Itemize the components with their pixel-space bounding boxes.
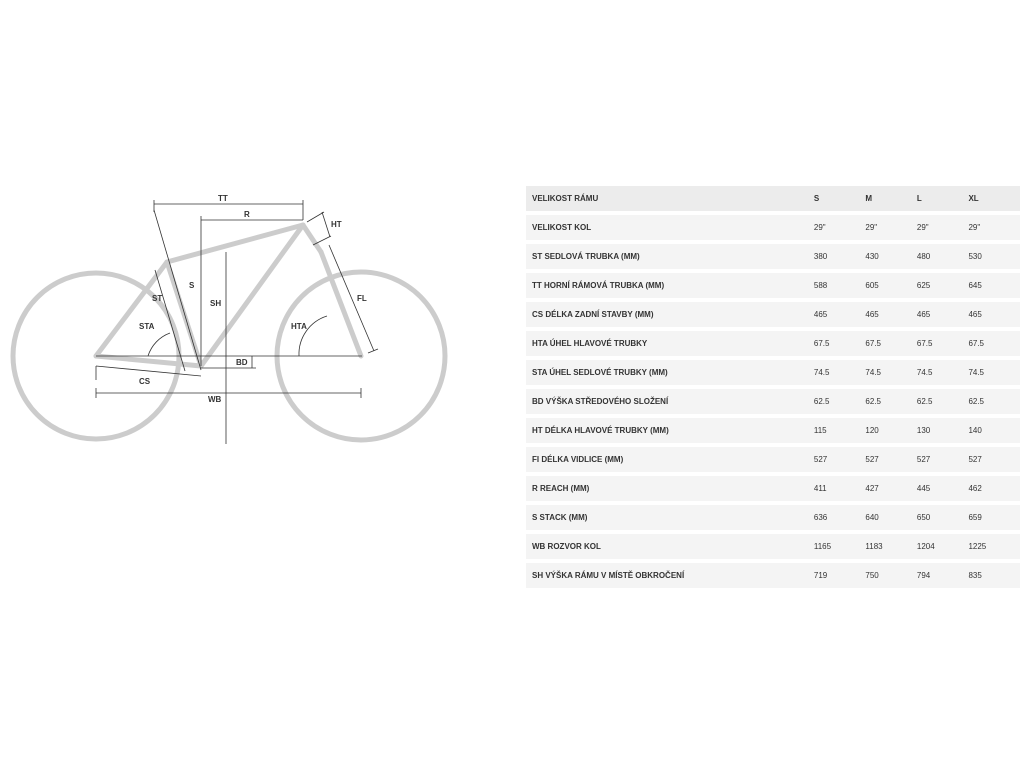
table-cell: 380: [814, 244, 866, 269]
table-cell: 29": [814, 215, 866, 240]
geometry-table: [526, 182, 1020, 592]
header-cell: VELIKOST RÁMU: [526, 186, 814, 211]
table-row: [526, 418, 1020, 443]
row-label: R REACH (MM): [526, 476, 814, 501]
table-cell: 62.5: [968, 389, 1020, 414]
table-cell: 530: [968, 244, 1020, 269]
table-cell: 794: [917, 563, 969, 588]
table-cell: 719: [814, 563, 866, 588]
label-tt: TT: [218, 194, 228, 203]
table-row: [526, 273, 1020, 298]
row-label: ST SEDLOVÁ TRUBKA (MM): [526, 244, 814, 269]
table-cell: 605: [865, 273, 917, 298]
table-cell: 445: [917, 476, 969, 501]
table-cell: 480: [917, 244, 969, 269]
table-cell: 29": [917, 215, 969, 240]
table-row: [526, 505, 1020, 530]
table-cell: 74.5: [814, 360, 866, 385]
row-label: STA ÚHEL SEDLOVÉ TRUBKY (MM): [526, 360, 814, 385]
label-sh: SH: [210, 299, 222, 308]
table-cell: 462: [968, 476, 1020, 501]
table-cell: 67.5: [814, 331, 866, 356]
table-header-row: [526, 186, 1020, 211]
header-cell: S: [814, 186, 866, 211]
table-cell: 527: [814, 447, 866, 472]
table-row: [526, 215, 1020, 240]
table-row: [526, 302, 1020, 327]
table-cell: 140: [968, 418, 1020, 443]
table-row: [526, 331, 1020, 356]
table-cell: 750: [865, 563, 917, 588]
table-cell: 659: [968, 505, 1020, 530]
row-label: TT HORNÍ RÁMOVÁ TRUBKA (MM): [526, 273, 814, 298]
row-label: CS DÉLKA ZADNÍ STAVBY (MM): [526, 302, 814, 327]
table-row: [526, 389, 1020, 414]
table-cell: 835: [968, 563, 1020, 588]
label-wb: WB: [208, 395, 222, 404]
table-cell: 527: [968, 447, 1020, 472]
table-cell: 625: [917, 273, 969, 298]
label-r: R: [244, 210, 250, 219]
row-label: S STACK (MM): [526, 505, 814, 530]
label-ht: HT: [331, 220, 342, 229]
row-label: SH VÝŠKA RÁMU V MÍSTĚ OBKROČENÍ: [526, 563, 814, 588]
table-cell: 465: [865, 302, 917, 327]
table-row: [526, 244, 1020, 269]
table-row: [526, 360, 1020, 385]
table-cell: 465: [968, 302, 1020, 327]
header-cell: XL: [968, 186, 1020, 211]
table-cell: 74.5: [917, 360, 969, 385]
table-cell: 74.5: [865, 360, 917, 385]
row-label: WB ROZVOR KOL: [526, 534, 814, 559]
table-cell: 1204: [917, 534, 969, 559]
table-cell: 650: [917, 505, 969, 530]
label-cs: CS: [139, 377, 151, 386]
table-row: [526, 563, 1020, 588]
header-cell: L: [917, 186, 969, 211]
table-cell: 645: [968, 273, 1020, 298]
table-cell: 74.5: [968, 360, 1020, 385]
table-cell: 67.5: [917, 331, 969, 356]
table-cell: 62.5: [917, 389, 969, 414]
row-label: FI DÉLKA VIDLICE (MM): [526, 447, 814, 472]
table-cell: 67.5: [968, 331, 1020, 356]
table-cell: 120: [865, 418, 917, 443]
table-cell: 67.5: [865, 331, 917, 356]
bike-frame: [96, 225, 361, 366]
label-s: S: [189, 281, 195, 290]
label-hta: HTA: [291, 322, 307, 331]
row-label: HTA ÚHEL HLAVOVÉ TRUBKY: [526, 331, 814, 356]
row-label: HT DÉLKA HLAVOVÉ TRUBKY (MM): [526, 418, 814, 443]
table-row: [526, 476, 1020, 501]
table-cell: 1183: [865, 534, 917, 559]
label-bd: BD: [236, 358, 248, 367]
row-label: VELIKOST KOL: [526, 215, 814, 240]
table-row: [526, 447, 1020, 472]
header-cell: M: [865, 186, 917, 211]
table-cell: 29": [865, 215, 917, 240]
table-cell: 411: [814, 476, 866, 501]
label-sta: STA: [139, 322, 155, 331]
table-cell: 465: [814, 302, 866, 327]
table-cell: 636: [814, 505, 866, 530]
table-cell: 1165: [814, 534, 866, 559]
table-cell: 527: [865, 447, 917, 472]
table-cell: 62.5: [865, 389, 917, 414]
label-fl: FL: [357, 294, 367, 303]
table-row: [526, 534, 1020, 559]
table-cell: 1225: [968, 534, 1020, 559]
table-cell: 430: [865, 244, 917, 269]
table-cell: 115: [814, 418, 866, 443]
table-cell: 427: [865, 476, 917, 501]
label-st: ST: [152, 294, 163, 303]
table-cell: 130: [917, 418, 969, 443]
table-cell: 29": [968, 215, 1020, 240]
table-cell: 640: [865, 505, 917, 530]
table-cell: 588: [814, 273, 866, 298]
table-cell: 527: [917, 447, 969, 472]
table-cell: 62.5: [814, 389, 866, 414]
row-label: BD VÝŠKA STŘEDOVÉHO SLOŽENÍ: [526, 389, 814, 414]
table-cell: 465: [917, 302, 969, 327]
